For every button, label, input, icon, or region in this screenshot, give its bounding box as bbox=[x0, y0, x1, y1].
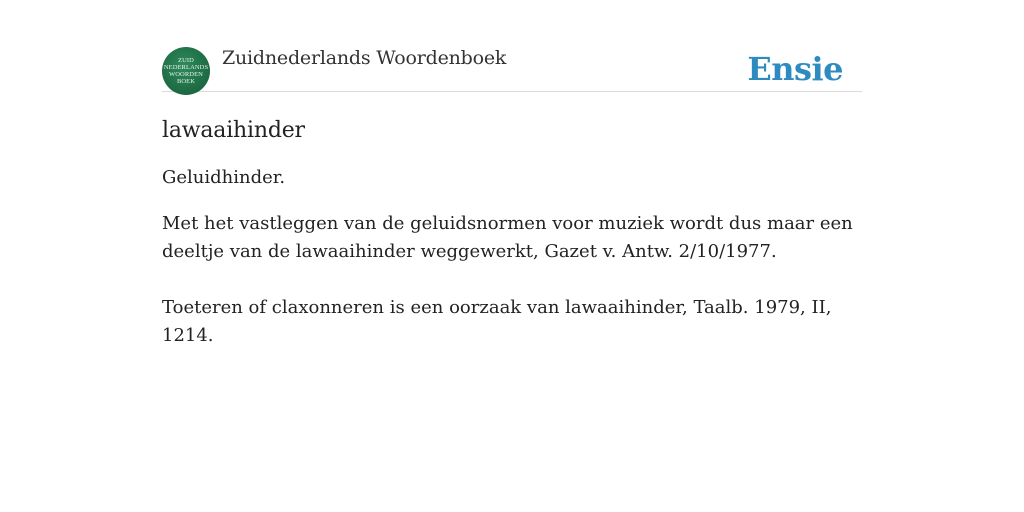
logo-text-line: NEDERLANDS bbox=[163, 64, 209, 71]
dictionary-logo-icon[interactable] bbox=[162, 47, 210, 95]
entry-definition: Geluidhinder. bbox=[162, 167, 286, 188]
logo-text-line: WOORDEN bbox=[169, 71, 203, 78]
entry-quote: Met het vastleggen van de geluidsnormen voor muziek wordt dus maar een deeltje van de lawaaihinder weggewerkt, Gazet v. Antw. 2/10/1977. bbox=[162, 213, 853, 262]
logo-text-line: BOEK bbox=[176, 78, 196, 85]
entry-quote: Toeteren of claxonneren is een oorzaak van lawaaihinder, Taalb. 1979, II, 1214. bbox=[162, 297, 832, 346]
entry-headword: lawaaihinder bbox=[162, 118, 305, 143]
page bbox=[162, 0, 862, 350]
site-header bbox=[162, 46, 862, 92]
ensie-brand-link[interactable]: Ensie bbox=[747, 50, 843, 88]
logo-text-line: ZUID bbox=[178, 57, 194, 64]
dictionary-title[interactable]: Zuidnederlands Woordenboek bbox=[222, 47, 507, 69]
